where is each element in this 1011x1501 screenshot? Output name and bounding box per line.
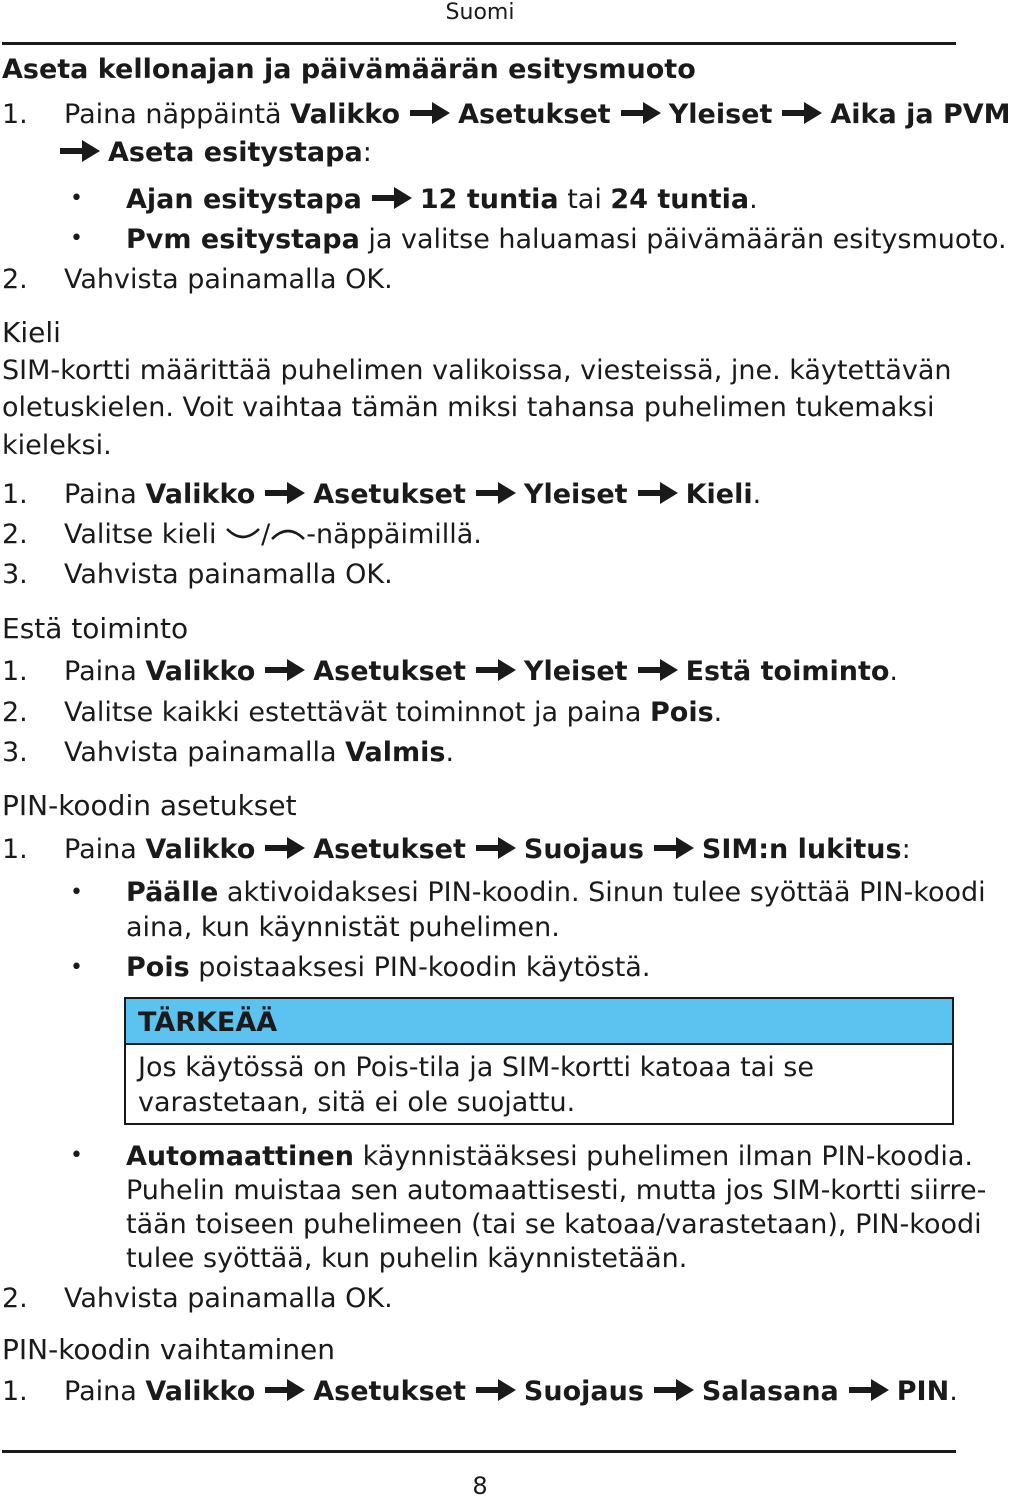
bullet-time-format: Ajan esitystapa 12 tuntia tai 24 tuntia. [126,184,758,215]
step-number: 2. [2,264,28,295]
important-notice-title: TÄRKEÄÄ [138,1007,278,1038]
right-arrow-icon [263,1376,307,1404]
step-language-1: Paina Valikko Asetukset Yleiset Kieli. [64,479,762,510]
step-block-2: Valitse kaikki estettävät toiminnot ja paina Pois. [64,697,723,728]
bullet-date-format: Pvm esitystapa ja valitse haluamasi päivämäärän esitysmuoto. [126,224,1007,255]
step-block-1: Paina Valikko Asetukset Yleiset Estä toiminto. [64,656,898,687]
step-pin-change-1: Paina Valikko Asetukset Suojaus Salasana PIN. [64,1376,958,1407]
right-arrow-icon [619,99,663,127]
bullet-dot: • [70,880,83,905]
important-notice [124,997,954,1125]
section-title-pin-settings: PIN-koodin asetukset [2,789,297,822]
right-arrow-icon [474,479,518,507]
important-notice-text: varastetaan, sitä ei ole suojattu. [138,1087,576,1118]
bullet-pin-auto: Automaattinen käynnistääksesi puhelimen ilman PIN-koodia. [126,1141,973,1172]
right-arrow-icon [263,834,307,862]
right-arrow-icon [847,1376,891,1404]
step-number: 1. [2,656,28,687]
section-title-language: Kieli [2,316,61,349]
right-arrow-icon [263,656,307,684]
right-arrow-icon [263,479,307,507]
bullet-pin-on: Päälle aktivoidaksesi PIN-koodin. Sinun tulee syöttää PIN-koodi [126,877,986,908]
paragraph-line: SIM-kortti määrittää puhelimen valikoissa, viesteissä, jne. käytettävän [2,355,952,386]
down-key-icon [225,521,261,543]
step-time-format-2: Vahvista painamalla OK. [64,264,393,295]
important-notice-text: Jos käytössä on Pois-tila ja SIM-kortti katoaa tai se [138,1052,814,1083]
step-number: 3. [2,737,28,768]
step-number: 1. [2,479,28,510]
paragraph-line: oletuskielen. Voit vaihtaa tämän miksi tahansa puhelimen tukemaksi [2,392,935,423]
paragraph-line: kieleksi. [2,430,112,461]
right-arrow-icon [636,656,680,684]
right-arrow-icon [408,99,452,127]
right-arrow-icon [474,1376,518,1404]
right-arrow-icon [58,137,102,165]
step-number: 2. [2,519,28,550]
bullet-dot: • [70,1143,83,1168]
step-language-3: Vahvista painamalla OK. [64,559,393,590]
step-number: 1. [2,834,28,865]
page-number: 8 [472,1472,488,1500]
step-time-format-1: Paina näppäintä Valikko Asetukset Yleiset Aika ja PVM [64,99,1011,130]
bullet-dot: • [70,186,83,211]
up-key-icon [270,521,306,543]
bullet-pin-on-cont: aina, kun käynnistät puhelimen. [126,912,560,943]
bullet-dot: • [70,955,83,980]
step-pin-2: Vahvista painamalla OK. [64,1283,393,1314]
right-arrow-icon [474,656,518,684]
step-number: 2. [2,1283,28,1314]
step-block-3: Vahvista painamalla Valmis. [64,737,455,768]
right-arrow-icon [474,834,518,862]
bullet-pin-auto-cont: Puhelin muistaa sen automaattisesti, mutta jos SIM-kortti siirre- [126,1175,987,1206]
step-language-2: Valitse kieli / -näppäimillä. [64,519,482,550]
step-number: 2. [2,697,28,728]
section-title-time-format: Aseta kellonajan ja päivämäärän esitysmuoto [2,54,696,85]
footer-divider [2,1450,956,1453]
page-language-header: Suomi [445,0,515,25]
step-pin-1: Paina Valikko Asetukset Suojaus SIM:n lukitus: [64,834,911,865]
bullet-pin-auto-cont: tulee syöttää, kun puhelin käynnistetään. [126,1243,688,1274]
right-arrow-icon [636,479,680,507]
header-divider [2,42,956,45]
section-title-block-function: Estä toiminto [2,612,189,645]
right-arrow-icon [370,184,414,212]
step-number: 1. [2,1376,28,1407]
bullet-pin-off: Pois poistaaksesi PIN-koodin käytöstä. [126,952,651,983]
right-arrow-icon [652,834,696,862]
step-time-format-1-cont: Aseta esitystapa: [58,137,372,168]
bullet-pin-auto-cont: tään toiseen puhelimeen (tai se katoaa/varastetaan), PIN-koodi [126,1209,982,1240]
step-number: 3. [2,559,28,590]
important-notice-header [126,999,952,1045]
section-title-pin-change: PIN-koodin vaihtaminen [2,1333,336,1366]
step-number: 1. [2,99,28,130]
right-arrow-icon [652,1376,696,1404]
right-arrow-icon [780,99,824,127]
bullet-dot: • [70,226,83,251]
